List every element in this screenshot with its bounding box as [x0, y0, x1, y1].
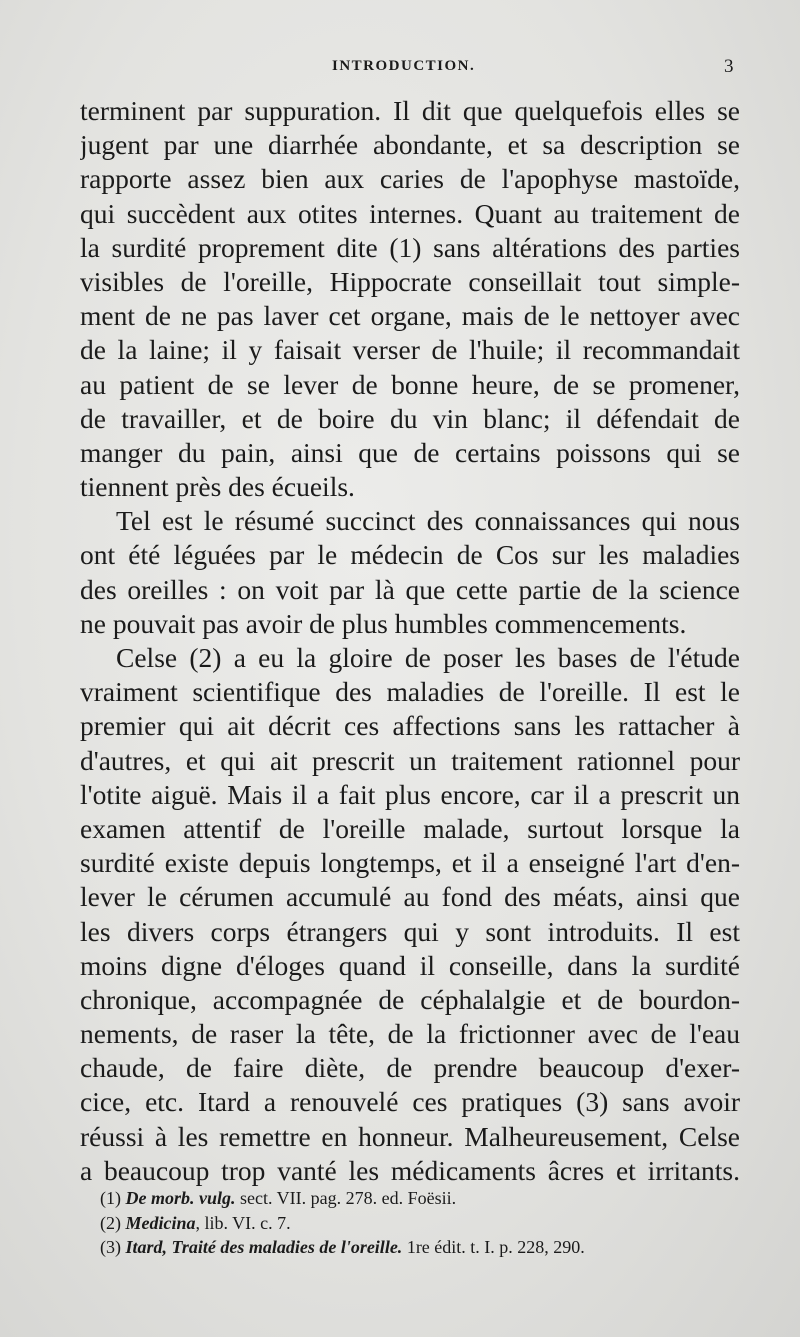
- body-text: [80, 94, 740, 1188]
- text-line: la surdité proprement dite (1) sans altérations des parties: [80, 231, 740, 263]
- footnote-title: Medicina: [125, 1212, 196, 1233]
- footnote-reference: sect. VII. pag. 278. ed. Foësii.: [235, 1188, 457, 1208]
- running-head: [0, 54, 800, 84]
- text-line: nements, de raser la tête, de la frictionner avec de l'eau: [80, 1018, 740, 1050]
- text-line: examen attentif de l'oreille malade, surtout lorsque la: [80, 812, 740, 844]
- text-line: de la laine; il y faisait verser de l'huile; il recommandait: [80, 334, 740, 366]
- text-line: surdité existe depuis longtemps, et il a enseigné l'art d'en-: [80, 847, 740, 879]
- text-line: manger du pain, ainsi que de certains poissons qui se: [80, 436, 740, 468]
- text-line: d'autres, et qui ait prescrit un traitement rationnel pour: [80, 744, 740, 776]
- text-line: terminent par suppuration. Il dit que quelquefois elles se: [80, 95, 740, 126]
- text-line: des oreilles : on voit par là que cette partie de la science: [80, 573, 740, 605]
- text-line: qui succèdent aux otites internes. Quant au traitement de: [80, 197, 740, 229]
- text-line: tiennent près des écueils.: [80, 471, 355, 503]
- text-line: lever le cérumen accumulé au fond des méats, ainsi que: [80, 881, 740, 913]
- text-line: cice, etc. Itard a renouvelé ces pratiques (3) sans avoir: [80, 1086, 740, 1118]
- page-number: 3: [724, 56, 734, 77]
- text-line: chaude, de faire diète, de prendre beaucoup d'exer-: [80, 1052, 740, 1084]
- footnote-mark: (2): [100, 1212, 126, 1233]
- footnote-reference: 1re édit. t. I. p. 228, 290.: [402, 1237, 585, 1257]
- text-line: de travailler, et de boire du vin blanc; il défendait de: [80, 402, 740, 434]
- text-line: réussi à les remettre en honneur. Malheureusement, Celse: [80, 1120, 740, 1152]
- footnote-title: De morb. vulg.: [125, 1188, 236, 1208]
- running-title: INTRODUCTION.: [332, 58, 476, 74]
- text-line: ont été léguées par le médecin de Cos sur les maladies: [80, 539, 740, 571]
- footnote-reference: , lib. VI. c. 7.: [195, 1212, 291, 1233]
- text-line: au patient de se lever de bonne heure, de se promener,: [80, 368, 740, 400]
- footnote-title: Itard, Traité des maladies de l'oreille.: [125, 1237, 403, 1257]
- text-line: ne pouvait pas avoir de plus humbles commencements.: [80, 607, 687, 639]
- footnotes: [100, 1186, 740, 1260]
- text-line: premier qui ait décrit ces affections sans les rattacher à: [80, 710, 740, 742]
- text-line: visibles de l'oreille, Hippocrate conseillait tout simple-: [80, 265, 740, 297]
- text-line: jugent par une diarrhée abondante, et sa description se: [80, 129, 740, 161]
- footnote-mark: (3): [100, 1237, 126, 1257]
- text-line: les divers corps étrangers qui y sont introduits. Il est: [80, 915, 740, 947]
- text-line: ment de ne pas laver cet organe, mais de le nettoyer avec: [80, 300, 740, 332]
- text-line: l'otite aiguë. Mais il a fait plus encore, car il a prescrit un: [80, 778, 740, 810]
- text-line: Celse (2) a eu la gloire de poser les bases de l'étude: [116, 642, 740, 673]
- footnote: [100, 1186, 740, 1211]
- text-line: rapporte assez bien aux caries de l'apophyse mastoïde,: [80, 163, 740, 195]
- text-line: chronique, accompagnée de céphalalgie et de bourdon-: [80, 983, 740, 1015]
- footnote: [100, 1235, 740, 1260]
- footnote-mark: (1): [100, 1188, 126, 1208]
- text-line: vraiment scientifique des maladies de l'oreille. Il est le: [80, 676, 740, 708]
- footnote: [100, 1211, 740, 1236]
- text-line: Tel est le résumé succinct des connaissances qui nous: [116, 505, 740, 537]
- text-line: moins digne d'éloges quand il conseille, dans la surdité: [80, 949, 740, 981]
- text-line: a beaucoup trop vanté les médicaments âcres et irritants.: [80, 1154, 740, 1186]
